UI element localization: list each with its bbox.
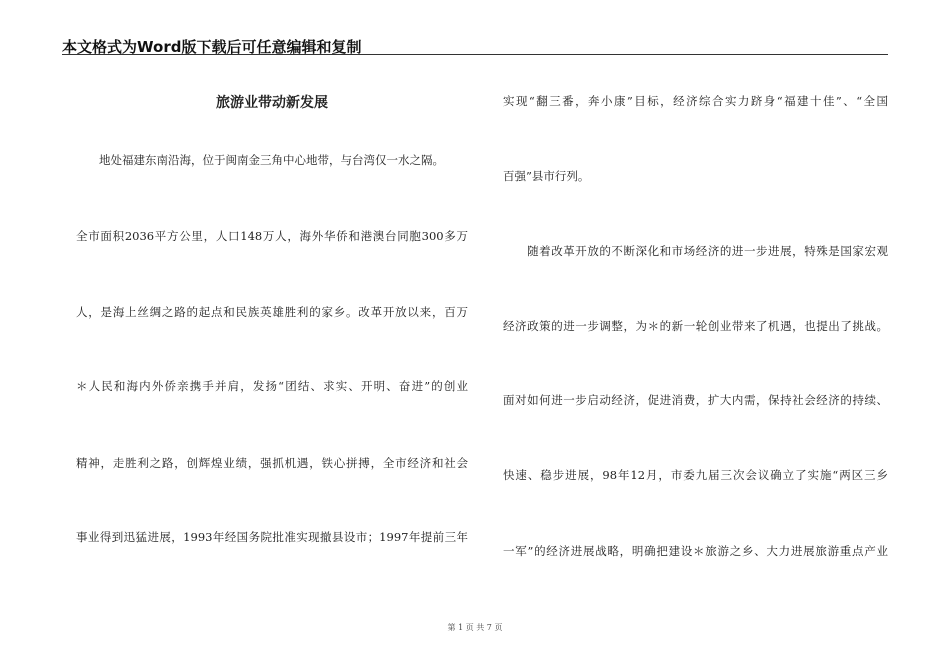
text-line: 实现“翻三番，奔小康”目标，经济综合实力跻身“福建十佳”、“全国: [503, 94, 888, 108]
text-line: 面对如何进一步启动经济，促进消费，扩大内需，保持社会经济的持续、: [503, 393, 888, 407]
text-line: 地处福建东南沿海，位于闽南金三角中心地带，与台湾仅一水之隔。: [76, 153, 444, 167]
text-line: 随着改革开放的不断深化和市场经济的进一步进展，特殊是国家宏观: [503, 244, 888, 258]
text-line: ＊人民和海内外侨亲携手并肩，发扬“团结、求实、开明、奋进”的创业: [76, 379, 468, 393]
header-title: 本文格式为Word版下载后可任意编辑和复制: [62, 38, 362, 56]
text-line: 一军”的经济进展战略，明确把建设＊旅游之乡、大力进展旅游重点产业: [503, 544, 888, 558]
text-line: 精神，走胜利之路，创辉煌业绩，强抓机遇，铁心拼搏，全市经济和社会: [76, 456, 468, 470]
text-line: 人，是海上丝绸之路的起点和民族英雄胜利的家乡。改革开放以来，百万: [76, 305, 468, 319]
text-line: 快速、稳步进展，98年12月，市委九届三次会议确立了实施“两区三乡: [503, 468, 888, 482]
header-divider: [62, 54, 888, 55]
text-line: 全市面积2036平方公里，人口148万人，海外华侨和港澳台同胞300多万: [76, 229, 468, 243]
document-title: 旅游业带动新发展: [216, 95, 328, 111]
text-line: 百强”县市行列。: [503, 169, 590, 183]
page-number: 第 1 页 共 7 页: [447, 623, 503, 632]
text-line: 事业得到迅猛进展，1993年经国务院批准实现撤县设市；1997年提前三年: [76, 530, 468, 544]
text-line: 经济政策的进一步调整，为＊的新一轮创业带来了机遇，也提出了挑战。: [503, 319, 888, 333]
